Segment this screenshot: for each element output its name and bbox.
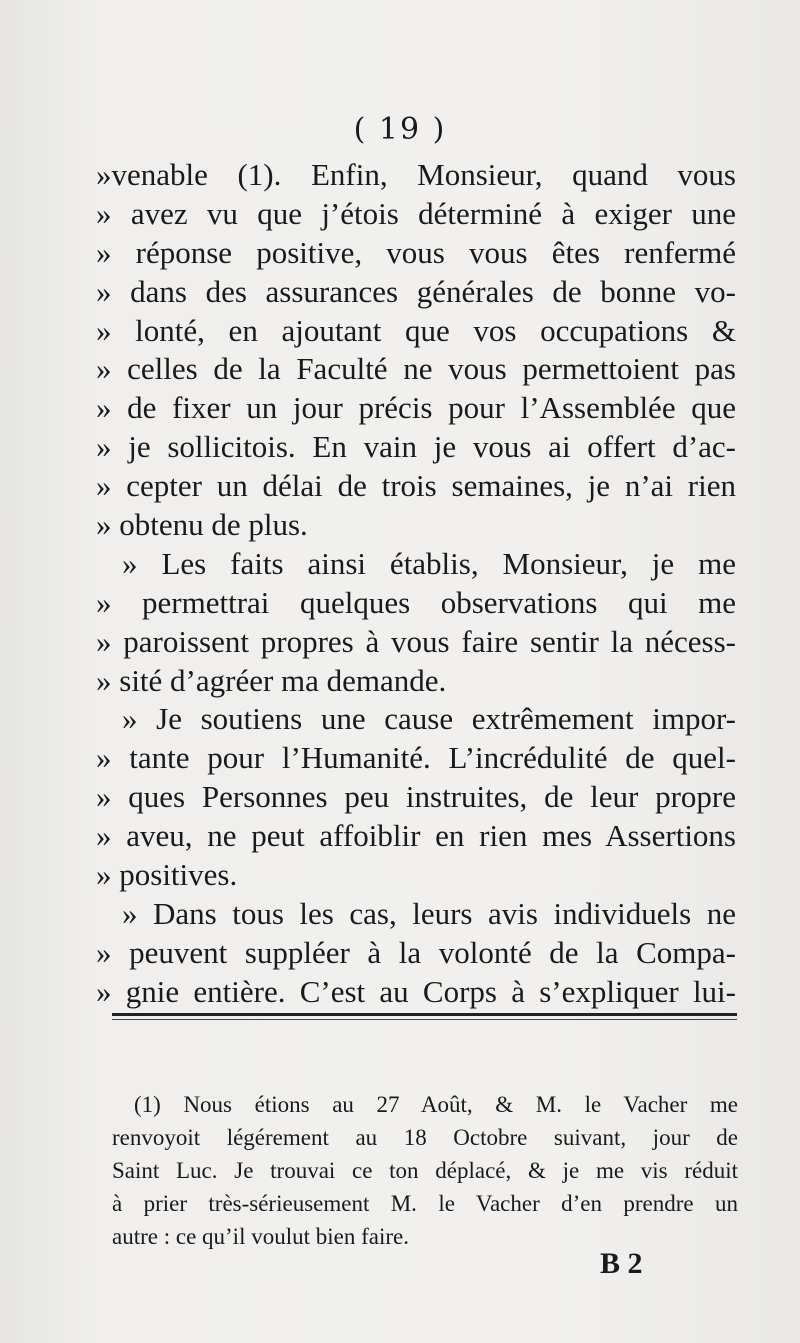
footnote	[112, 1088, 738, 1253]
text-line: » avez vu que j’étois déterminé à exiger une	[96, 195, 736, 231]
text-line: »venable (1). Enfin, Monsieur, quand vous	[96, 157, 736, 192]
text-line: » je sollicitois. En vain je vous ai offert d’ac-	[96, 429, 736, 465]
footnote-rule	[112, 1013, 737, 1016]
text-line: » obtenu de plus.	[96, 507, 308, 543]
text-line: » tante pour l’Humanité. L’incrédulité de quel-	[96, 740, 736, 776]
text-line: » Je soutiens une cause extrêmement impor-	[122, 701, 736, 737]
text-line: » cepter un délai de trois semaines, je n’ai rien	[96, 468, 736, 504]
signature-mark: B 2	[600, 1247, 643, 1280]
footnote-line: à prier très-sérieusement M. le Vacher d’en prendre un	[112, 1191, 738, 1216]
text-line: » lonté, en ajoutant que vos occupations &	[96, 312, 736, 348]
page-number: ( 19 )	[353, 112, 447, 147]
text-line: » aveu, ne peut affoiblir en rien mes Assertions	[96, 818, 736, 854]
text-line: » réponse positive, vous vous êtes renfermé	[96, 234, 736, 270]
text-line: » gnie entière. C’est au Corps à s’expliquer lui-	[96, 973, 736, 1009]
footnote-line: (1) Nous étions au 27 Août, & M. le Vacher me	[134, 1092, 738, 1117]
text-line: » peuvent suppléer à la volonté de la Compa-	[96, 934, 736, 970]
text-line: » positives.	[96, 857, 238, 893]
text-line: » Les faits ainsi établis, Monsieur, je me	[122, 545, 736, 581]
footnote-rule-thin	[112, 1019, 737, 1020]
footnote-line: renvoyoit légérement au 18 Octobre suivant, jour de	[112, 1125, 738, 1150]
text-line: » paroissent propres à vous faire sentir la nécess-	[96, 623, 736, 659]
footnote-line: autre : ce qu’il voulut bien faire.	[112, 1224, 409, 1249]
text-line: » sité d’agréer ma demande.	[96, 662, 447, 698]
text-line: » ques Personnes peu instruites, de leur propre	[96, 779, 736, 815]
text-line: » permettrai quelques observations qui me	[96, 584, 736, 620]
footnote-line: Saint Luc. Je trouvai ce ton déplacé, & je me vis réduit	[112, 1158, 738, 1183]
text-line: » Dans tous les cas, leurs avis individuels ne	[122, 895, 736, 931]
text-line: » celles de la Faculté ne vous permettoient pas	[96, 351, 736, 387]
text-line: » dans des assurances générales de bonne vo-	[96, 273, 736, 309]
body-text	[96, 156, 736, 1012]
text-line: » de fixer un jour précis pour l’Assemblée que	[96, 390, 736, 426]
